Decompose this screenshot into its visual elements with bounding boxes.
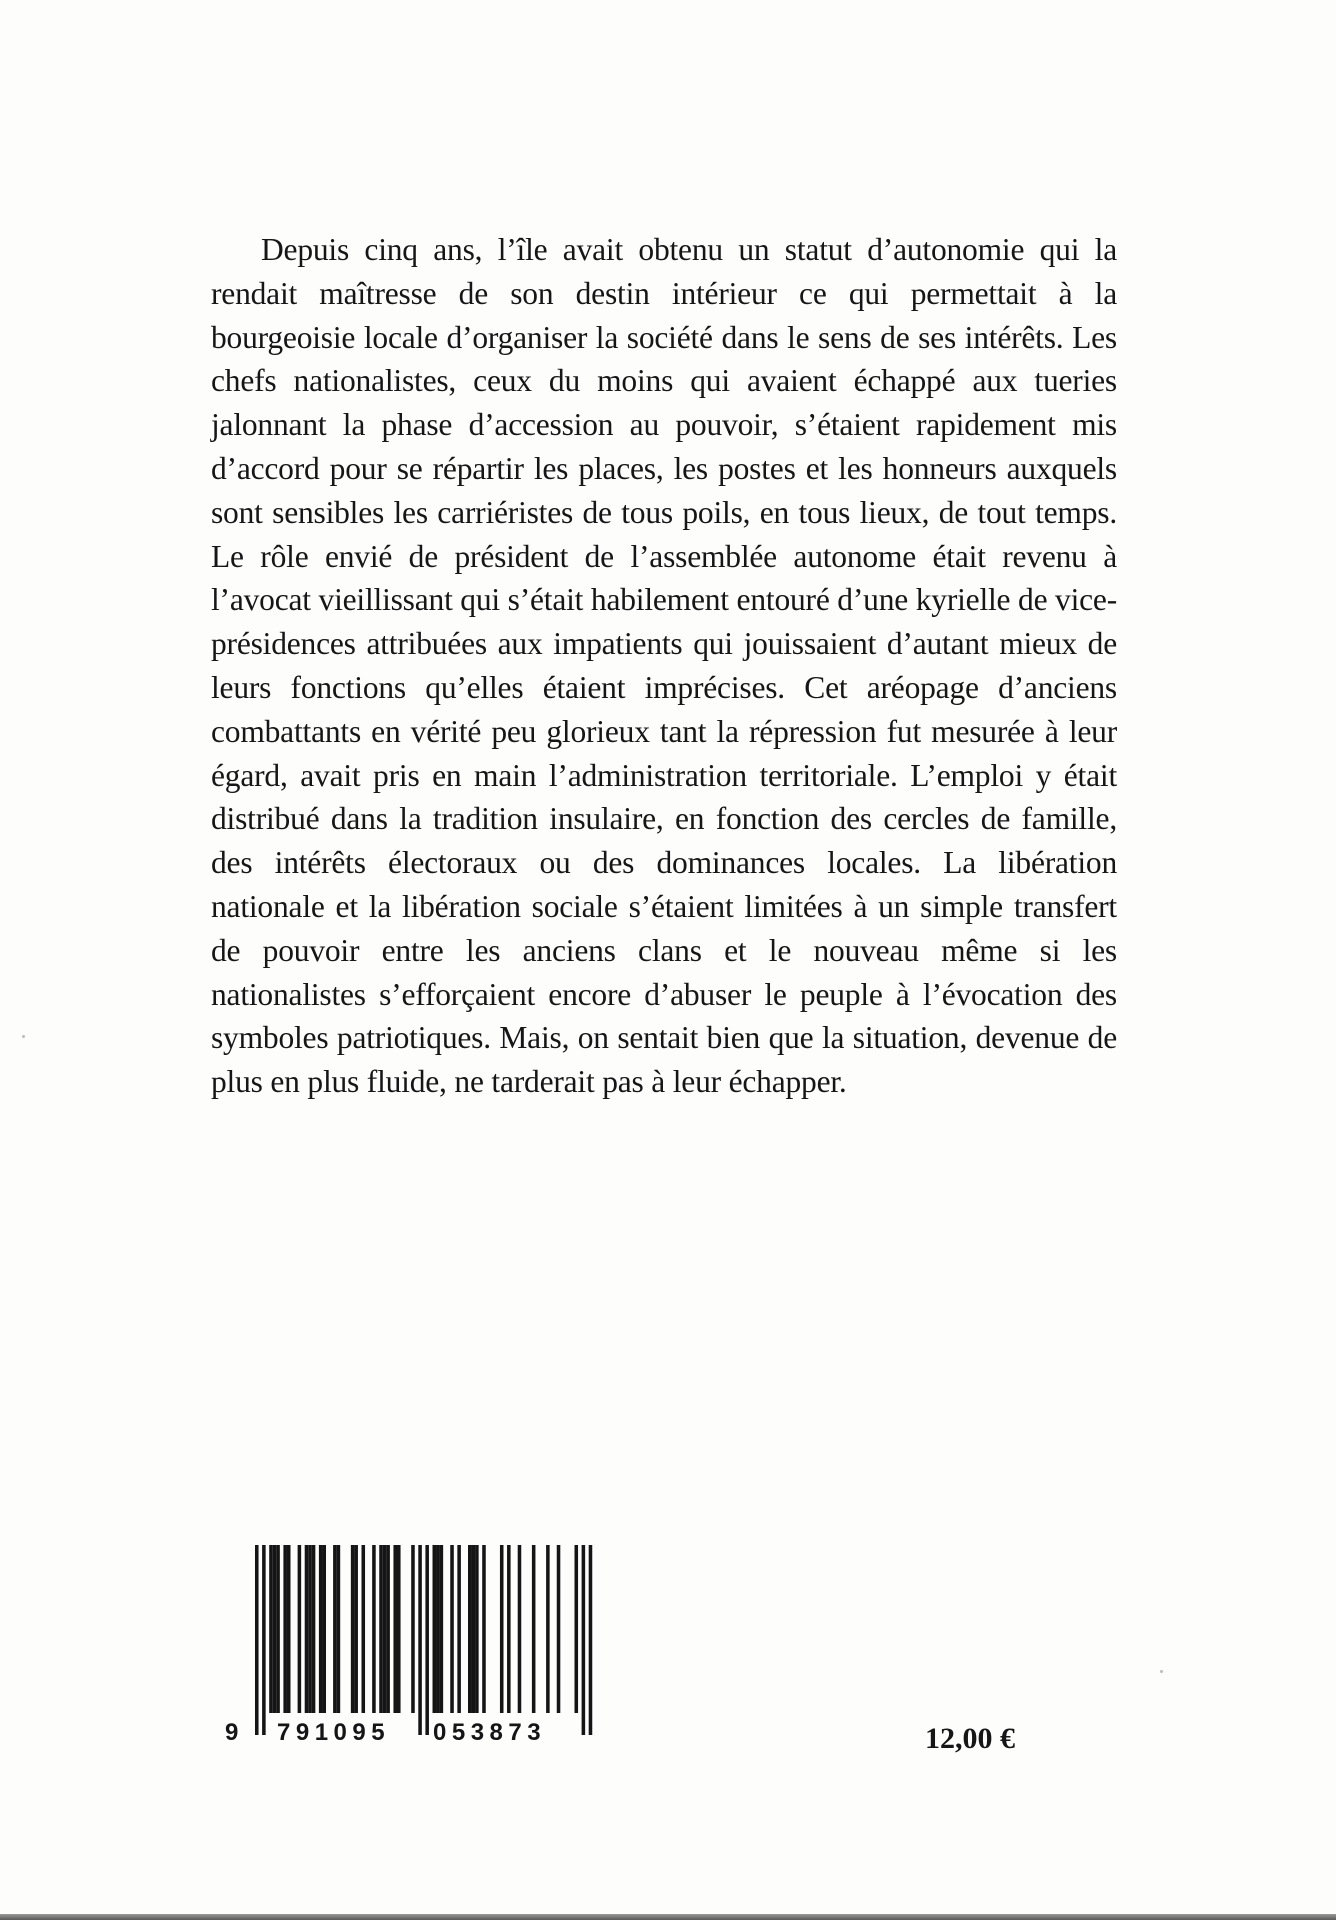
barcode-bar — [298, 1545, 302, 1713]
barcode-bar — [383, 1545, 387, 1713]
barcode-bar — [379, 1545, 383, 1713]
barcode-bar — [436, 1545, 440, 1713]
barcode-bar — [333, 1545, 337, 1713]
barcode-bar — [351, 1545, 355, 1713]
back-cover-blurb: Depuis cinq ans, l’île avait obtenu un statut d’autonomie qui la rendait maîtresse de son destin intérieur ce qui permettait à la bourgeoisie locale d’organiser la société dans le sens de ses intérêts. Les chefs nationalistes, ceux du moins qui avaient échappé aux tueries jalonnant la phase d’accession au pouvoir, s’étaient rapidement mis d’accord pour se répartir les places, les postes et les honneurs auxquels sont sensibles les carriéristes de tous poils, en tous lieux, de tout temps. Le rôle envié de président de l’assemblée autonome était revenu à l’avocat vieillissant qui s’était habilement entouré d’une kyrielle de vice-présidences attribuées aux impatients qui jouissaient d’autant mieux de leurs fonctions qu’elles étaient imprécises. Cet aréopage d’anciens combattants en vérité peu glorieux tant la répression fut mesurée à leur égard, avait pris en main l’administration territoriale. L’emploi y était distribué dans la tradition insulaire, en fonction des cercles de famille, des intérêts électoraux ou des dominances locales. La libération nationale et la libération sociale s’étaient limitées à un simple transfert de pouvoir entre les anciens clans et le nouveau même si les nationalistes s’efforçaient encore d’abuser le peuple à l’évocation des symboles patriotiques. Mais, on sentait bien que la situation, devenue de plus en plus fluide, ne tarderait pas à leur échapper. — [211, 232, 1117, 1100]
barcode-bar — [507, 1545, 511, 1713]
barcode-bar — [276, 1545, 280, 1713]
barcode-bar — [468, 1545, 472, 1713]
barcode-bar — [312, 1545, 316, 1713]
price-label: 12,00 € — [925, 1722, 1015, 1755]
barcode-bar — [255, 1545, 259, 1735]
barcode-bar — [546, 1545, 550, 1713]
barcode-bar — [337, 1545, 341, 1713]
barcode-bar — [418, 1545, 422, 1735]
barcode-bar — [411, 1545, 415, 1713]
scan-speck — [1160, 1670, 1163, 1673]
barcode-bar — [482, 1545, 486, 1713]
scan-speck — [22, 1035, 25, 1038]
barcode-bar — [372, 1545, 376, 1713]
barcode-bar — [386, 1545, 390, 1713]
barcode-bar — [589, 1545, 593, 1735]
barcode-bars — [255, 1545, 592, 1735]
barcode-bar — [319, 1545, 323, 1713]
barcode-bar — [440, 1545, 444, 1713]
barcode-bar — [305, 1545, 309, 1713]
barcode-bar — [287, 1545, 291, 1713]
barcode-bar — [475, 1545, 479, 1713]
barcode-left-digits: 791095 — [277, 1719, 391, 1746]
barcode-graphic — [225, 1535, 605, 1750]
barcode-bar — [532, 1545, 536, 1713]
barcode-bar — [450, 1545, 454, 1713]
barcode-bar — [393, 1545, 397, 1713]
barcode-bar — [273, 1545, 277, 1713]
barcode-bar — [500, 1545, 504, 1713]
barcode-bar — [354, 1545, 358, 1713]
barcode-right-digits: 053873 — [433, 1719, 547, 1746]
barcode-first-digit: 9 — [225, 1719, 239, 1746]
barcode-bar — [262, 1545, 266, 1735]
barcode-bar — [582, 1545, 586, 1735]
barcode-bar — [362, 1545, 366, 1713]
barcode-bar — [322, 1545, 326, 1713]
scan-edge-strip — [0, 1914, 1336, 1920]
barcode-bar — [283, 1545, 287, 1713]
isbn-barcode — [225, 1535, 605, 1750]
barcode-bar — [472, 1545, 476, 1713]
barcode-bar — [397, 1545, 401, 1713]
barcode-bar — [518, 1545, 522, 1713]
barcode-bar — [308, 1545, 312, 1713]
barcode-bar — [575, 1545, 579, 1713]
barcode-bar — [269, 1545, 273, 1713]
barcode-bar — [557, 1545, 561, 1713]
barcode-bar — [425, 1545, 429, 1735]
barcode-bar — [457, 1545, 461, 1713]
barcode-bar — [433, 1545, 437, 1713]
